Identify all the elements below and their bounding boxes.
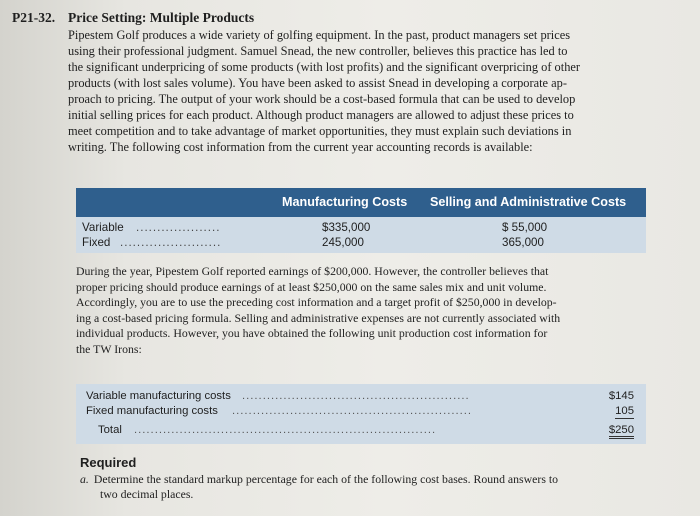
intro-line: using their professional judgment. Samuel Snead, the new controller, believes this practice has led to — [68, 44, 568, 58]
problem-title: Price Setting: Multiple Products — [68, 10, 255, 25]
table-row — [76, 424, 646, 439]
variable-manufacturing-unit-cost: $145 — [608, 390, 634, 402]
fixed-manufacturing-unit-cost: 105 — [615, 405, 634, 417]
requirement-a — [80, 472, 558, 502]
intro-line: the significant underpricing of some products (with lost profits) and the significant overpricing of other — [68, 60, 581, 74]
header-manufacturing-costs: Manufacturing Costs — [282, 195, 408, 209]
earnings-paragraph — [76, 264, 560, 357]
paragraph-line: individual products. However, you have obtained the following unit production cost information for — [76, 326, 548, 340]
intro-line: proach to pricing. The output of your work should be a cost-based formula that can be used to develop — [68, 92, 576, 106]
problem-number: P21-32. — [12, 10, 56, 25]
paragraph-line: proper pricing should produce earnings of at least $250,000 on the same sales mix and unit volume. — [76, 279, 547, 294]
leader-dots: ........................ — [120, 236, 222, 249]
problem-intro-paragraph — [68, 27, 580, 155]
requirement-text-line: Determine the standard markup percentage for each of the following cost bases. Round answers to — [93, 472, 559, 486]
requirement-letter: a. — [80, 472, 89, 486]
variable-manufacturing-value: $335,000 — [322, 221, 371, 234]
requirement-text-line: two decimal places. — [100, 487, 194, 501]
total-unit-cost: $250 — [609, 424, 634, 439]
required-heading: Required — [80, 455, 137, 470]
fixed-manufacturing-value: 245,000 — [322, 236, 364, 249]
row-label-variable: Variable — [82, 221, 124, 234]
row-label-fixed: Fixed — [82, 236, 111, 249]
leader-dots: ....................................................... — [242, 390, 470, 402]
intro-line: meet competition and to take advantage of market opportunities, they must explain such deviations in — [68, 124, 572, 138]
intro-line: products (with lost sales volume). You have been asked to assist Snead in developing a corporate ap- — [68, 76, 567, 90]
row-label-total: Total — [98, 424, 122, 436]
leader-dots: .......................................................... — [232, 405, 473, 417]
table-row — [76, 405, 646, 420]
table-row — [76, 236, 646, 251]
table-row — [76, 221, 646, 236]
cost-table-body — [76, 217, 646, 253]
unit-cost-table — [76, 384, 646, 444]
row-label-variable-manufacturing: Variable manufacturing costs — [86, 390, 231, 402]
intro-line: writing. The following cost information from the current year accounting records is available: — [68, 140, 533, 154]
cost-table-header — [76, 188, 646, 217]
paragraph-line: Accordingly, you are to use the preceding cost information and a target profit of $250,000 in develop- — [76, 295, 557, 309]
intro-line: Pipestem Golf produces a wide variety of golfing equipment. In the past, product managers set prices — [68, 28, 571, 42]
variable-selling-admin-value: $ 55,000 — [502, 221, 548, 234]
cost-information-table — [76, 188, 646, 253]
paragraph-line: ing a cost-based pricing formula. Selling and administrative expenses are not currently associated with — [76, 310, 561, 325]
intro-line: initial selling prices for each product. Although product managers are allowed to adjust these prices to — [68, 108, 574, 122]
leader-dots: .................... — [136, 221, 221, 234]
leader-dots: ......................................................................... — [134, 424, 437, 436]
fixed-selling-admin-value: 365,000 — [502, 236, 544, 249]
paragraph-line: the TW Irons: — [76, 341, 142, 356]
row-label-fixed-manufacturing: Fixed manufacturing costs — [86, 405, 218, 417]
paragraph-line: During the year, Pipestem Golf reported earnings of $200,000. However, the controller believes that — [76, 264, 549, 278]
table-row — [76, 390, 646, 405]
header-selling-admin-costs: Selling and Administrative Costs — [430, 195, 627, 209]
